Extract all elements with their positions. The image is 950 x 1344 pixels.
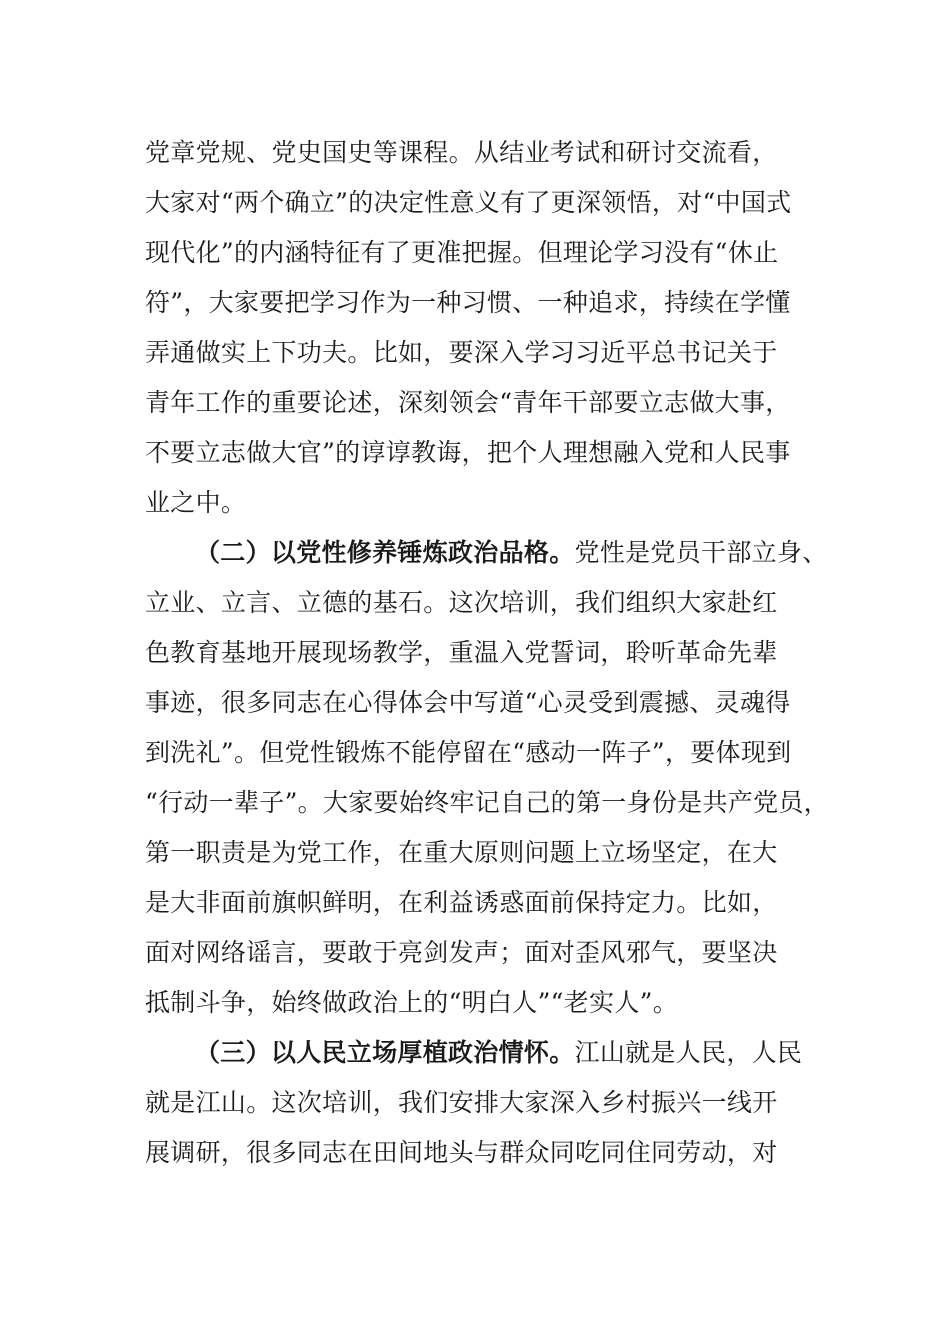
text-line: 就是江山。这次培训，我们安排大家深入乡村振兴一线开 — [145, 1088, 778, 1117]
paragraph-2 — [145, 528, 835, 1028]
text-line: 面对网络谣言，要敢于亮剑发声；面对歪风邪气，要坚决 — [145, 938, 778, 967]
paragraph-3 — [145, 1028, 835, 1178]
text-line: 青年工作的重要论述，深刻领会“青年干部要立志做大事， — [145, 388, 791, 417]
text-line: 符”，大家要把学习作为一种习惯、一种追求，持续在学懂 — [145, 288, 791, 317]
text-span: 党性是党员干部立身、 — [574, 538, 828, 567]
text-line: 业之中。 — [145, 488, 247, 517]
text-line: 展调研，很多同志在田间地头与群众同吃同住同劳动，对 — [145, 1138, 778, 1167]
text-line: 现代化”的内涵特征有了更准把握。但理论学习没有“休止 — [145, 238, 779, 267]
text-line: 是大非面前旗帜鲜明，在利益诱惑面前保持定力。比如， — [145, 888, 778, 917]
text-line: 色教育基地开展现场教学，重温入党誓词，聆听革命先辈 — [145, 638, 778, 667]
text-line: 抵制斗争，始终做政治上的“明白人”“老实人”。 — [145, 988, 679, 1017]
text-line: 到洗礼”。但党性锻炼不能停留在“感动一阵子”，要体现到 — [145, 738, 792, 767]
text-line: 第一职责是为党工作，在重大原则问题上立场坚定，在大 — [145, 838, 778, 867]
document-body — [145, 128, 835, 1178]
text-line: “行动一辈子”。大家要始终牢记自己的第一身份是共产党员， — [145, 788, 829, 817]
paragraph-first-line — [145, 528, 835, 578]
section-heading: （三）以人民立场厚植政治情怀。 — [195, 1038, 575, 1067]
text-span: 江山就是人民，人民 — [574, 1038, 803, 1067]
paragraph-1 — [145, 128, 835, 528]
text-line: 事迹，很多同志在心得体会中写道“心灵受到震撼、灵魂得 — [145, 688, 791, 717]
text-line: 立业、立言、立德的基石。这次培训，我们组织大家赴红 — [145, 588, 778, 617]
paragraph-first-line — [145, 1028, 835, 1078]
text-line: 大家对“两个确立”的决定性意义有了更深领悟，对“中国式 — [145, 188, 792, 217]
text-line: 不要立志做大官”的谆谆教诲，把个人理想融入党和人民事 — [145, 438, 791, 467]
section-heading: （二）以党性修养锤炼政治品格。 — [195, 538, 575, 567]
text-line: 弄通做实上下功夫。比如，要深入学习习近平总书记关于 — [145, 338, 778, 367]
text-line: 党章党规、党史国史等课程。从结业考试和研讨交流看， — [145, 138, 778, 167]
